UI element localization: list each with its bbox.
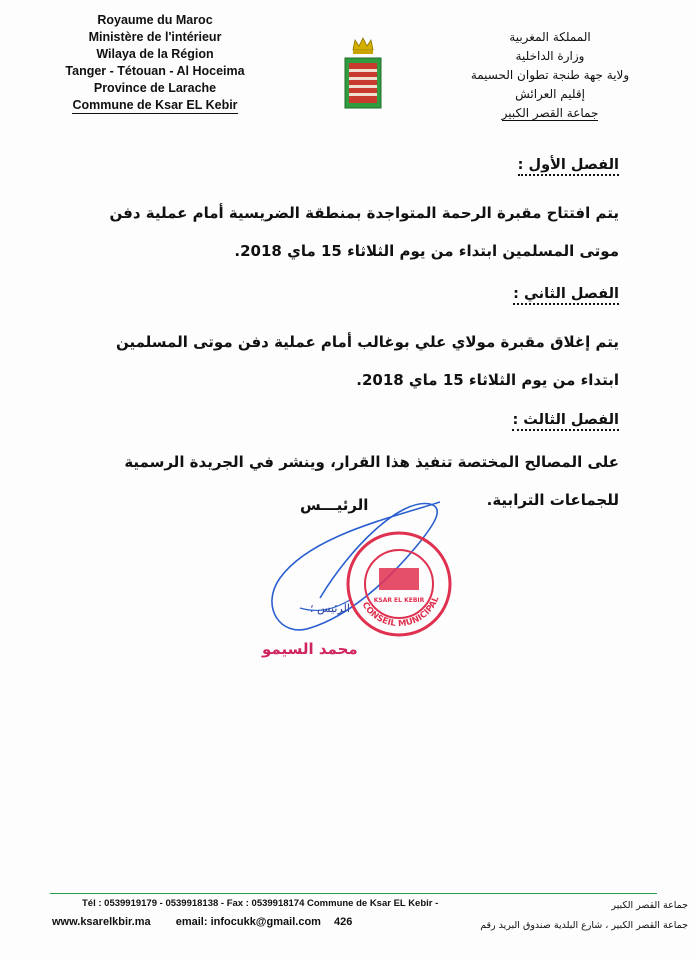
footer-email-label: email: xyxy=(175,916,208,928)
signatory-name: محمد السيمو xyxy=(262,640,358,658)
header-fr-line-ministry: Ministère de l'intérieur xyxy=(88,30,222,44)
article-1 xyxy=(80,155,619,270)
moroccan-emblem-icon xyxy=(341,36,385,112)
header-ar-line-ministry: وزارة الداخلية xyxy=(515,49,585,63)
header-arabic xyxy=(465,28,635,123)
footer-postal-box-number: 426 xyxy=(334,916,353,928)
header-fr-line-kingdom: Royaume du Maroc xyxy=(97,13,213,27)
header-fr-line-wilaya: Wilaya de la Région xyxy=(96,47,214,61)
header-fr-line-commune: Commune de Ksar EL Kebir xyxy=(72,98,238,112)
footer-web-email xyxy=(52,916,352,928)
article-3-text: على المصالح المختصة تنفيذ هذا القرار، وينشر في الجريدة الرسمية للجماعات الترابية. xyxy=(124,453,619,509)
footer-contact-line-arabic: جماعة القصر الكبير xyxy=(611,900,688,911)
stamp-label: الرئيس ؛ xyxy=(310,602,350,615)
footer-contact-line: Tél : 0539919179 - 0539918138 - Fax : 0539918174 Commune de Ksar EL Kebir - xyxy=(82,898,439,909)
article-2-heading: الفصل الثاني : xyxy=(513,286,619,305)
article-2 xyxy=(80,284,619,399)
article-1-heading: الفصل الأول : xyxy=(518,157,619,176)
header-ar-line-commune: جماعة القصر الكبير xyxy=(501,106,599,120)
footer-address-arabic: جماعة القصر الكبير ، شارع البلدية صندوق البريد رقم xyxy=(480,920,688,931)
footer-website-link[interactable]: www.ksarelkbir.ma xyxy=(52,916,151,928)
stamp-ring-text: CONSEIL MUNICIPAL xyxy=(359,595,442,630)
header-ar-line-wilaya: ولاية جهة طنجة تطوان الحسيمة xyxy=(470,68,630,82)
header-ar-line-province: إقليم العرائش xyxy=(515,87,585,101)
footer-divider xyxy=(50,893,657,894)
article-3-heading: الفصل الثالث : xyxy=(512,412,619,431)
official-stamp-icon xyxy=(345,530,453,638)
stamp-inner-text: KSAR EL KEBIR xyxy=(373,597,425,604)
article-2-text: يتم إغلاق مقبرة مولاي علي بوغالب أمام عملية دفن موتى المسلمين ابتداء من يوم الثلاثاء 15 ماي 2018. xyxy=(115,333,619,389)
header-fr-line-province: Province de Larache xyxy=(93,81,217,95)
header-french xyxy=(40,12,270,114)
article-1-text: يتم افتتاح مقبرة الرحمة المتواجدة بمنطقة الضريسية أمام عملية دفن موتى المسلمين ابتداء من يوم الثلاثاء 15 ماي 2018. xyxy=(109,204,619,260)
footer-email-link[interactable]: infocukk@gmail.com xyxy=(210,916,321,928)
signature-title: الرئيـــس xyxy=(300,496,369,514)
header-ar-line-kingdom: المملكة المغربية xyxy=(509,30,591,44)
header-fr-line-region: Tanger - Tétouan - Al Hoceima xyxy=(65,64,245,78)
